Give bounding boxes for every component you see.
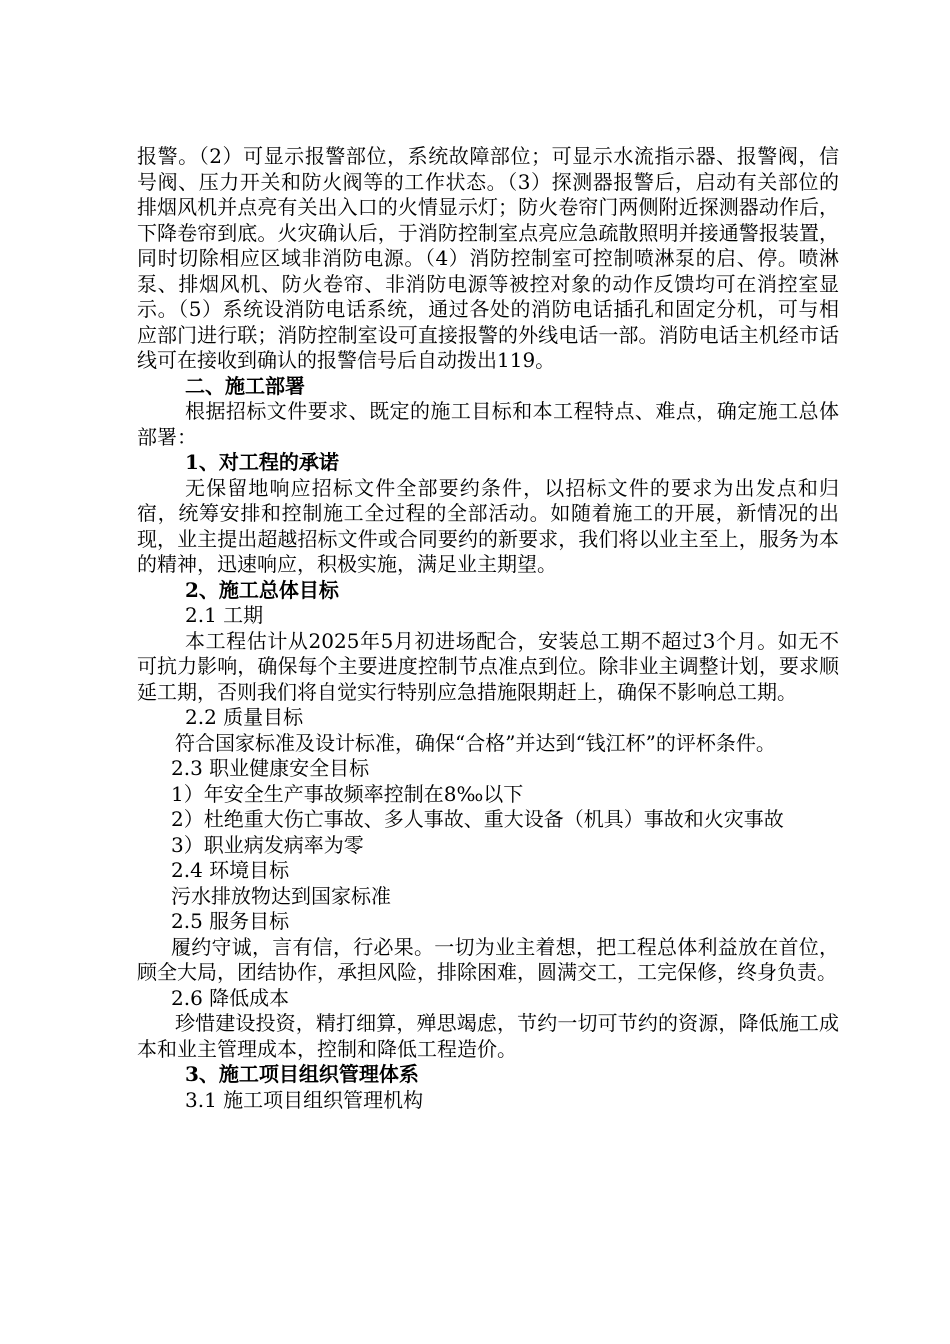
heading-overall-goals: 2、施工总体目标: [185, 577, 339, 602]
subheading-cost: 2.6 降低成本: [171, 985, 290, 1010]
paragraph-environment: 污水排放物达到国家标准: [171, 883, 391, 908]
list-item-safety-3: 3）职业病发病率为零: [171, 832, 364, 857]
subheading-service: 2.5 服务目标: [171, 909, 290, 933]
paragraph-quality: 符合国家标准及设计标准，确保“合格”并达到“钱江杯”的评杯条件。: [175, 730, 776, 755]
list-item-safety-1: 1）年安全生产事故频率控制在8‰以下: [171, 781, 524, 806]
list-item-safety-2: 2）杜绝重大伤亡事故、多人事故、重大设备（机具）事故和火灾事故: [171, 807, 784, 831]
paragraph-schedule: 本工程估计从2025年5月初进场配合，安装总工期不超过3个月。如无不可抗力影响，确保每个主要进度控制节点准点到位。除非业主调整计划，要求顺延工期，否则我们将自觉实行特别应急措施限期赶上，确保不影响总工期。: [137, 628, 839, 704]
paragraph-commitment: 无保留地响应招标文件全部要约条件，以招标文件的要求为出发点和归宿，统筹安排和控制施工全过程的全部活动。如随着施工的开展，新情况的出现，业主提出超越招标文件或合同要约的新要求，我们将以业主至上，服务为本的精神，迅速响应，积极实施，满足业主期望。: [137, 475, 839, 576]
subheading-organization-structure: 3.1 施工项目组织管理机构: [185, 1087, 424, 1112]
subheading-environment: 2.4 环境目标: [171, 858, 290, 882]
subheading-safety: 2.3 职业健康安全目标: [171, 756, 370, 780]
paragraph-deployment-intro: 根据招标文件要求、既定的施工目标和本工程特点、难点，确定施工总体部署：: [137, 399, 839, 449]
paragraph-cost: 珍惜建设投资，精打细算，殚思竭虑，节约一切可节约的资源，降低施工成本和业主管理成本，控制和降低工程造价。: [137, 1011, 839, 1061]
heading-commitment: 1、对工程的承诺: [185, 450, 339, 474]
subheading-schedule: 2.1 工期: [185, 603, 264, 627]
document-page: [137, 144, 839, 1113]
paragraph-fire-alarm-system: 报警。（2）可显示报警部位，系统故障部位；可显示水流指示器、报警阀，信号阀、压力开关和防火阀等的工作状态。（3）探测器报警后，启动有关部位的排烟风机并点亮有关出入口的火情显示灯；防火卷帘门两侧附近探测器动作后，下降卷帘到底。火灾确认后，于消防控制室点亮应急疏散照明并接通警报装置，同时切除相应区域非消防电源。（4）消防控制室可控制喷淋泵的启、停。喷淋泵、排烟风机、防火卷帘、非消防电源等被控对象的动作反馈均可在消控室显示。（5）系统设消防电话系统，通过各处的消防电话插孔和固定分机，可与相应部门进行联；消防控制室设可直接报警的外线电话一部。消防电话主机经市话线可在接收到确认的报警信号后自动拨出119。: [137, 144, 839, 372]
heading-construction-deployment: 二、施工部署: [185, 373, 305, 398]
paragraph-service: 履约守诚，言有信，行必果。一切为业主着想，把工程总体利益放在首位，顾全大局，团结协作，承担风险，排除困难，圆满交工，工完保修，终身负责。: [137, 934, 839, 984]
heading-organization: 3、施工项目组织管理体系: [185, 1062, 419, 1086]
subheading-quality: 2.2 质量目标: [185, 705, 304, 729]
